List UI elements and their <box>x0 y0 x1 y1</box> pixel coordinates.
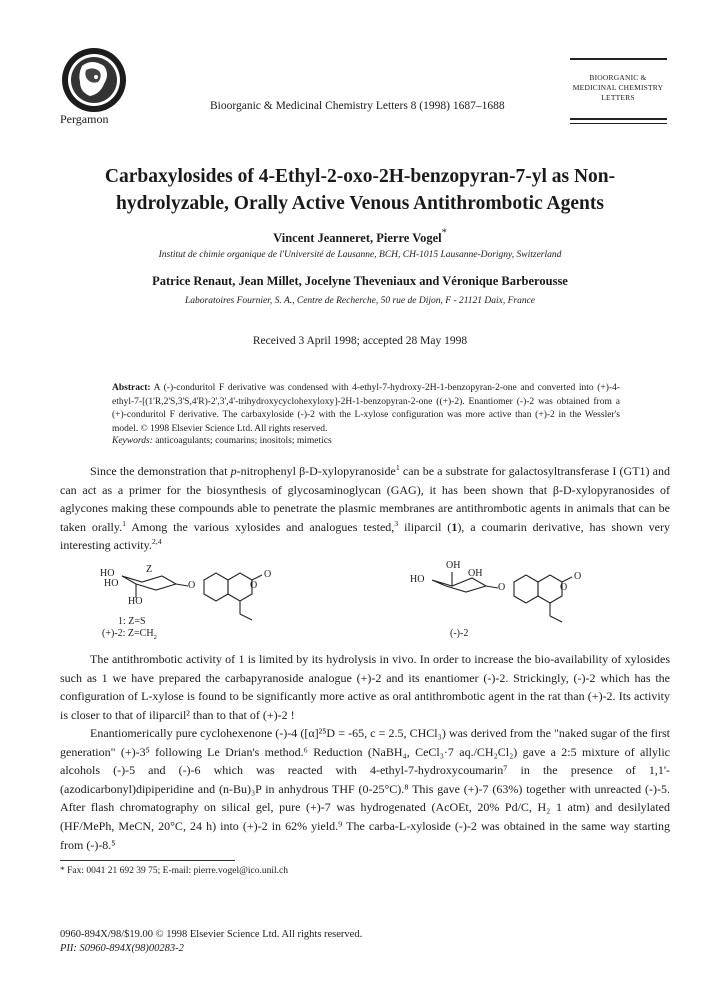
o-label: O <box>574 571 582 582</box>
structure-drawing <box>100 556 660 646</box>
ho-label: HO <box>410 574 425 585</box>
keywords-text: anticoagulants; coumarins; inositols; mimetics <box>155 436 332 446</box>
text-run: 1 <box>451 519 458 534</box>
header-rule <box>570 123 667 124</box>
text-run: p <box>230 464 237 478</box>
corresponding-mark: * <box>441 227 447 239</box>
affiliation-2: Laboratoires Fournier, S. A., Centre de Recherche, 50 rue de Dijon, F - 21121 Daix, France <box>184 296 536 306</box>
footnote: * Fax: 0041 21 692 39 75; E-mail: pierre.vogel@ico.unil.ch <box>60 866 288 876</box>
text-run: ), a coumarin derivative, has shown very interesting activity. <box>60 519 670 553</box>
text-run: can be a substrate for galactosyltransferase I (GT1) and can act as a primer for the biosynthesis of glycosaminoglycan (GAG), it has been shown that β-D-xylopyranosides of aglycones making these compounds able to penetrate the plasmic membranes are antithrombotic agents in animals that can be taken orally. <box>60 464 671 534</box>
z-label: Z <box>146 564 153 575</box>
ho-label: HO <box>100 568 115 579</box>
title-line: Carbaxylosides of 4-Ethyl-2-oxo-2H-benzopyran-7-yl as Non- <box>104 166 616 187</box>
publisher-name: Pergamon <box>60 112 109 126</box>
compound-label: 1: Z=S <box>118 616 146 627</box>
affiliation-1: Institut de chimie organique de l'Université de Lausanne, BCH, CH-1015 Lausanne-Dorigny, Switzerland <box>158 250 562 260</box>
authors-line-2: Patrice Renaut, Jean Millet, Jocelyne Theveniaux and Véronique Barberousse <box>152 274 568 288</box>
oh-label: OH <box>468 568 483 579</box>
journal-name-block <box>566 73 670 103</box>
received-dates: Received 3 April 1998; accepted 28 May 1998 <box>252 335 468 347</box>
pergamon-logo <box>52 44 136 122</box>
o-label: O <box>264 569 272 580</box>
o-label: O <box>498 582 506 593</box>
o-label: O <box>188 580 196 591</box>
ref-mark: 1 <box>395 463 400 472</box>
paper-title <box>60 163 660 217</box>
abstract-label: Abstract: <box>112 383 151 393</box>
author-block-1 <box>60 229 660 247</box>
copyright-block <box>60 928 362 956</box>
ref-mark: 2,4 <box>151 537 162 547</box>
title-line: hydrolyzable, Orally Active Venous Antithrombotic Agents <box>116 193 604 214</box>
pii-line: PII: S0960-894X(98)00283-2 <box>60 943 184 954</box>
ho-label: HO <box>104 578 119 589</box>
abstract <box>112 382 620 436</box>
ho-label: HO <box>128 596 143 607</box>
chemical-structures <box>100 556 660 646</box>
text-run: -nitrophenyl β-D-xylopyranoside <box>236 464 396 478</box>
authors-line: Vincent Jeanneret, Pierre Vogel <box>273 231 442 245</box>
copyright-line: 0960-894X/98/$19.00 © 1998 Elsevier Science Ltd. All rights reserved. <box>60 929 363 940</box>
journal-name-line: BIOORGANIC & <box>589 73 647 82</box>
keywords <box>112 436 620 446</box>
compound-label-text: (+)-2: Z=CH <box>102 628 154 639</box>
compound-label: (-)-2 <box>450 628 469 639</box>
keywords-label: Keywords: <box>112 436 153 446</box>
footnote-rule <box>60 860 235 861</box>
text-run: Among the various xylosides and analogues tested, <box>126 519 395 534</box>
paragraph-2: The antithrombotic activity of 1 is limited by its hydrolysis in vivo. In order to increase the bio-availability of xylosides such as 1 we have prepared the carbapyranoside analogue (+)-2 and its enantiomer (-)-2. Strickingly, (-)-2 which has the configuration of L-xylose is found to be significantly more active as oral antithrombotic agent in the rat than (+)-2. Its activity is closer to that of iliparcil² than to that of (+)-2 ! <box>60 652 670 722</box>
o-label: O <box>250 580 258 591</box>
journal-name-line: MEDICINAL CHEMISTRY <box>572 83 664 92</box>
paragraph-3: Enantiomerically pure cyclohexenone (-)-4 ([α]²⁵D = -65, c = 2.5, CHCl₃) was derived from the "naked sugar of the first generation" (+)-3⁵ following Le Drian's method.⁶ Reduction (NaBH₄, CeCl₃·7 aq./CH₂Cl₂) gave a 2:5 mixture of allylic alcohols (-)-5 and (-)-6 which was reacted with 4-ethyl-7-hydroxycoumarin⁷ in the presence of 1,1'-(azodicarbonyl)dipiperidine and (n-Bu)₃P in anhydrous THF (0-25°C).⁸ This gave (+)-7 (63%) together with unreacted (-)-5. After flash chromatography on silical gel, pure (+)-7 was hydrogenated (AcOEt, 20% Pd/C, H₂ 1 atm) and desilylated (HF/MePh, MeCN, 20°C, 24 h) into (+)-2 in 62% yield.⁹ The carba-L-xyloside (-)-2 was obtained in the same way starting from (-)-8.⁵ <box>60 726 670 852</box>
text-run: Since the demonstration that <box>90 464 231 478</box>
compound-label <box>102 628 157 639</box>
oh-label: OH <box>446 560 461 571</box>
journal-citation: Bioorganic & Medicinal Chemistry Letters 8 (1998) 1687–1688 <box>210 100 505 112</box>
journal-name-line: LETTERS <box>601 93 635 102</box>
intro-paragraph <box>60 462 670 555</box>
abstract-text: A (-)-conduritol F derivative was condensed with 4-ethyl-7-hydroxy-2H-1-benzopyran-2-one and converted into (+)-4-ethyl-7-[(1'R,2'S,3'S,4'R)-2',3',4'-trihydroxycyclohexyloxy]-2H-1-benzopyran-2-one ((+)-2). Enantiomer (-)-2 was obtained from a (+)-conduritol F derivative. The carbaxyloside (-)-2 with the L-xylose configuration was more active than (+)-2 in the Wessler's model. © 1998 Elsevier Science Ltd. All rights reserved. <box>112 383 620 434</box>
o-label: O <box>560 582 568 593</box>
ref-mark: 3 <box>394 518 399 528</box>
text-run: iliparcil ( <box>398 519 452 534</box>
ref-mark: 1 <box>122 518 127 528</box>
header-rule <box>570 58 667 60</box>
compound-label-subscript: 2 <box>153 634 157 641</box>
header-rule <box>570 118 667 120</box>
